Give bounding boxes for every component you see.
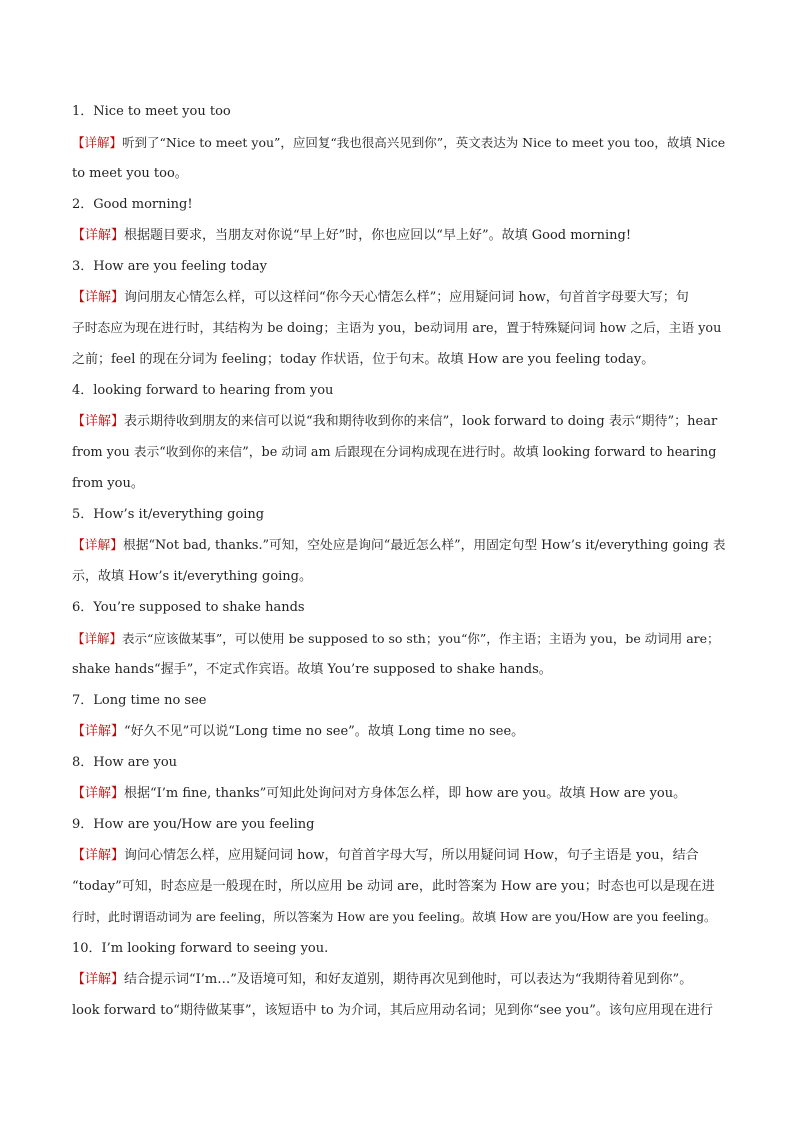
detail-tag: 【详解】 xyxy=(72,848,125,863)
continuation-line xyxy=(72,871,728,902)
answer-line xyxy=(72,933,728,964)
detail-text: 表示期待收到朋友的来信可以说“我和期待收到你的来信”，look forward to doing 表示“期待”；hear xyxy=(124,414,718,429)
answer-text: 8．How are you xyxy=(72,755,178,770)
answer-line xyxy=(72,747,728,778)
detail-tag: 【详解】 xyxy=(72,786,125,801)
continuation-line xyxy=(72,468,728,499)
continuation-line xyxy=(72,561,728,592)
detail-line xyxy=(72,220,728,251)
detail-line xyxy=(72,623,728,654)
detail-line xyxy=(72,127,728,158)
continuation-line xyxy=(72,313,728,344)
detail-tag: 【详解】 xyxy=(72,972,125,987)
answer-line xyxy=(72,809,728,840)
detail-line xyxy=(72,964,728,995)
detail-text: 结合提示词“I’m…”及语境可知，和好友道别，期待再次见到他时，可以表达为“我期待着见到你”。 xyxy=(124,972,693,987)
answer-line xyxy=(72,685,728,716)
detail-text: 听到了“Nice to meet you”，应回复“我也很高兴见到你”，英文表达为 Nice to meet you too，故填 Nice xyxy=(122,135,726,150)
detail-tag: 【详解】 xyxy=(72,724,125,739)
answer-text: 5．How’s it/everything going xyxy=(72,507,265,522)
detail-text: 询问心情怎么样，应用疑问词 how，句首首字母大写，所以用疑问词 How，句子主语是 you，结合 xyxy=(124,848,699,863)
answer-line xyxy=(72,96,728,127)
detail-text: 询问朋友心情怎么样，可以这样问“你今天心情怎么样”；应用疑问词 how，句首首字母要大写；句 xyxy=(124,290,689,305)
continuation-line xyxy=(72,995,728,1026)
detail-text: 之前；feel 的现在分词为 feeling；today 作状语，位于句末。故填 How are you feeling today。 xyxy=(72,352,655,367)
detail-text: from you 表示“收到你的来信”，be 动词 am 后跟现在分词构成现在进行时。故填 looking forward to hearing xyxy=(72,445,717,460)
continuation-line xyxy=(72,344,728,375)
detail-tag: 【详解】 xyxy=(72,290,125,305)
answer-line xyxy=(72,592,728,623)
answer-text: 6．You’re supposed to shake hands xyxy=(72,600,305,615)
answer-line xyxy=(72,499,728,530)
detail-text: “today”可知，时态应是一般现在时，所以应用 be 动词 are，此时答案为 How are you；时态也可以是现在进 xyxy=(72,879,715,894)
answer-text: 9．How are you/How are you feeling xyxy=(72,817,315,832)
detail-text: 行时，此时谓语动词为 are feeling，所以答案为 How are you feeling。故填 How are you/How are you feeling。 xyxy=(72,910,717,924)
continuation-line xyxy=(72,654,728,685)
detail-text: 根据“I’m fine, thanks”可知此处询问对方身体怎么样，即 how are you。故填 How are you。 xyxy=(124,786,687,801)
detail-text: 子时态应为现在进行时，其结构为 be doing；主语为 you，be动词用 are，置于特殊疑问词 how 之后，主语 you xyxy=(72,321,722,336)
detail-text: from you。 xyxy=(72,476,144,491)
detail-text: shake hands“握手”，不定式作宾语。故填 You’re supposed to shake hands。 xyxy=(72,662,552,677)
detail-text: 示，故填 How’s it/everything going。 xyxy=(72,569,312,584)
answer-text: 4．looking forward to hearing from you xyxy=(72,383,334,398)
detail-text: to meet you too。 xyxy=(72,166,188,181)
continuation-line xyxy=(72,158,728,189)
answer-text: 3．How are you feeling today xyxy=(72,259,267,274)
detail-tag: 【详解】 xyxy=(72,135,123,150)
detail-text: look forward to“期待做某事”，该短语中 to 为介词，其后应用动名词；见到你“see you”。该句应用现在进行 xyxy=(72,1003,713,1018)
continuation-line xyxy=(72,902,728,933)
detail-line xyxy=(72,282,728,313)
detail-tag: 【详解】 xyxy=(72,538,123,553)
detail-line xyxy=(72,840,728,871)
detail-text: 表示“应该做某事”，可以使用 be supposed to so sth；you“你”，作主语；主语为 you，be 动词用 are； xyxy=(122,631,720,646)
detail-text: “好久不见”可以说“Long time no see”。故填 Long time no see。 xyxy=(124,724,525,739)
detail-text: 根据“Not bad, thanks.”可知，空处应是询问“最近怎么样”，用固定句型 How’s it/everything going 表 xyxy=(123,538,726,553)
detail-line xyxy=(72,406,728,437)
detail-tag: 【详解】 xyxy=(72,228,125,243)
continuation-line xyxy=(72,437,728,468)
answer-text: 2．Good morning! xyxy=(72,197,193,212)
answer-line xyxy=(72,375,728,406)
document-body xyxy=(72,96,728,1026)
detail-line xyxy=(72,530,728,561)
detail-tag: 【详解】 xyxy=(72,414,125,429)
detail-line xyxy=(72,716,728,747)
detail-tag: 【详解】 xyxy=(72,631,123,646)
detail-line xyxy=(72,778,728,809)
detail-text: 根据题目要求，当朋友对你说“早上好”时，你也应回以“早上好”。故填 Good morning! xyxy=(124,228,632,243)
answer-text: 10．I’m looking forward to seeing you. xyxy=(72,941,329,956)
answer-text: 7．Long time no see xyxy=(72,693,207,708)
answer-line xyxy=(72,251,728,282)
answer-text: 1．Nice to meet you too xyxy=(72,104,231,119)
answer-line xyxy=(72,189,728,220)
